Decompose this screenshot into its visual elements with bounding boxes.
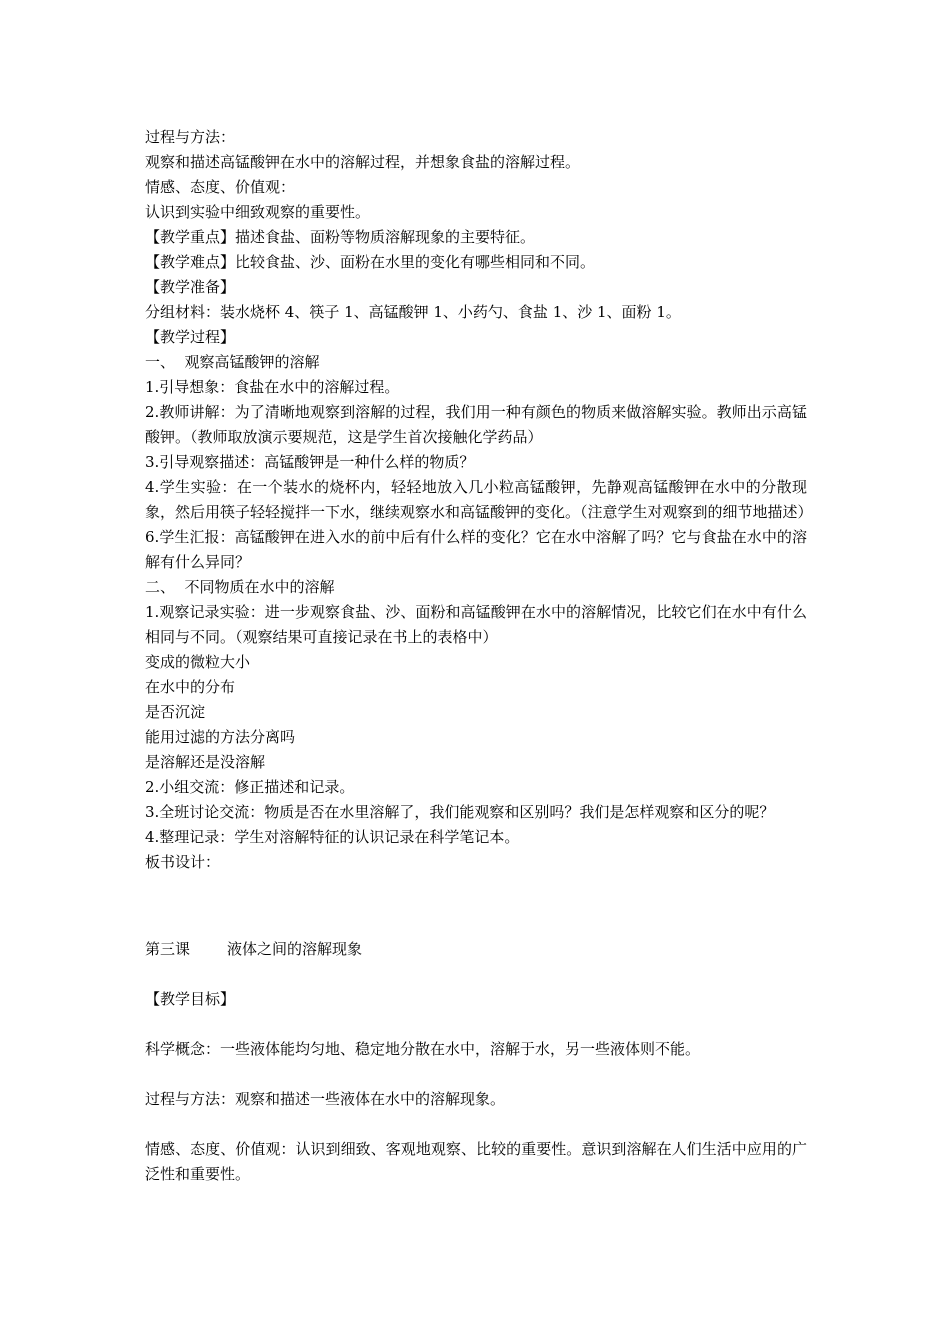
process-heading: 【教学过程】 (145, 328, 236, 346)
part1-step2: 2.教师讲解：为了清晰地观察到溶解的过程，我们用一种有颜色的物质来做溶解实验。教师出示高锰酸钾。（教师取放演示要规范，这是学生首次接触化学药品） (145, 403, 807, 446)
part1-step1: 1.引导想象：食盐在水中的溶解过程。 (145, 378, 400, 396)
table-row: 在水中的分布 (145, 678, 236, 696)
table-row: 是否沉淀 (145, 703, 206, 721)
science-concept: 科学概念：一些液体能均匀地、稳定地分散在水中，溶解于水，另一些液体则不能。 (145, 1040, 701, 1058)
lesson-name: 液体之间的溶解现象 (227, 940, 363, 958)
part2-step2: 2.小组交流：修正描述和记录。 (145, 778, 355, 796)
attitude-text: 认识到实验中细致观察的重要性。 (145, 203, 371, 221)
lesson-number: 第三课 (145, 940, 191, 958)
table-row: 能用过滤的方法分离吗 (145, 728, 296, 746)
process-method-text: 观察和描述高锰酸钾在水中的溶解过程，并想象食盐的溶解过程。 (145, 153, 581, 171)
part2-title: 二、 不同物质在水中的溶解 (145, 578, 335, 596)
preparation-heading: 【教学准备】 (145, 278, 236, 296)
attitude-heading: 情感、态度、价值观： (145, 178, 296, 196)
difficulty: 【教学难点】比较食盐、沙、面粉在水里的变化有哪些相同和不同。 (145, 253, 596, 271)
table-row: 变成的微粒大小 (145, 653, 251, 671)
key-point: 【教学重点】描述食盐、面粉等物质溶解现象的主要特征。 (145, 228, 536, 246)
part2-step1: 1.观察记录实验：进一步观察食盐、沙、面粉和高锰酸钾在水中的溶解情况，比较它们在水中有什么相同与不同。（观察结果可直接记录在书上的表格中） (145, 603, 807, 646)
part1-step3: 3.引导观察描述：高锰酸钾是一种什么样的物质？ (145, 453, 475, 471)
process-method-heading: 过程与方法： (145, 128, 236, 146)
lesson-title (145, 937, 807, 962)
part2-step4: 4.整理记录：学生对溶解特征的认识记录在科学笔记本。 (145, 828, 520, 846)
lesson3-process-method: 过程与方法：观察和描述一些液体在水中的溶解现象。 (145, 1090, 506, 1108)
document-body (145, 125, 813, 1187)
board-design: 板书设计： (145, 853, 221, 871)
objectives-heading: 【教学目标】 (145, 990, 236, 1008)
part2-step3: 3.全班讨论交流：物质是否在水里溶解了，我们能观察和区别吗？我们是怎样观察和区分的呢？ (145, 803, 775, 821)
table-row: 是溶解还是没溶解 (145, 753, 266, 771)
part1-step4: 4.学生实验：在一个装水的烧杯内，轻轻地放入几小粒高锰酸钾，先静观高锰酸钾在水中的分散现象，然后用筷子轻轻搅拌一下水，继续观察水和高锰酸钾的变化。（注意学生对观察到的细节地描述） (145, 478, 813, 521)
part1-step6: 6.学生汇报：高锰酸钾在进入水的前中后有什么样的变化？它在水中溶解了吗？它与食盐在水中的溶解有什么异同？ (145, 528, 807, 571)
lesson3-attitude: 情感、态度、价值观：认识到细致、客观地观察、比较的重要性。意识到溶解在人们生活中应用的广泛性和重要性。 (145, 1140, 807, 1183)
part1-title: 一、 观察高锰酸钾的溶解 (145, 353, 320, 371)
materials: 分组材料：装水烧杯 4、筷子 1、高锰酸钾 1、小药勺、食盐 1、沙 1、面粉 1。 (145, 303, 681, 321)
